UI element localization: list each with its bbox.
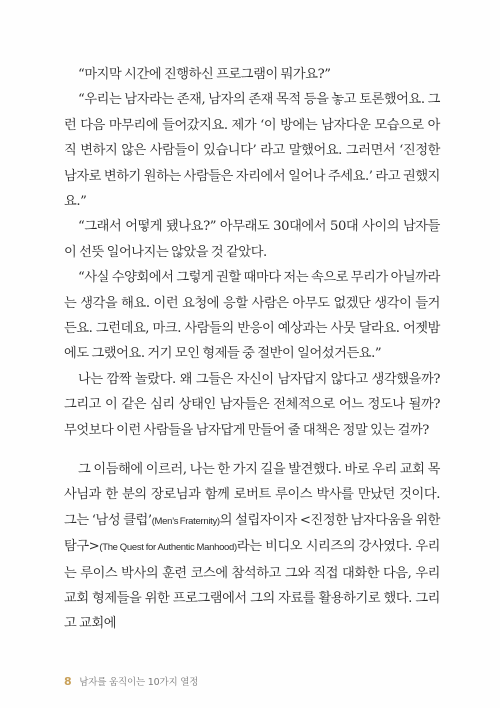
dialogue-paragraph: “마지막 시간에 진행하신 프로그램이 뭐가요?” xyxy=(78,67,331,82)
body-text-lower xyxy=(64,457,440,637)
paragraph-text: 라는 비디오 시리즈의 강사였다. 우리는 루이스 박사의 훈련 코스에 참석하고 그와 직접 대화한 다음, 우리 교회 형제들을 위한 프로그램에서 그의 자료를 활용하기로 했다. 그리고 교회에 xyxy=(64,539,440,632)
english-gloss: (Men’s Fraternity) xyxy=(151,515,220,527)
dialogue-paragraph: “사실 수양회에서 그렇게 권할 때마다 저는 속으로 무리가 아닐까라는 생각을 해요. 이런 요청에 응할 사람은 아무도 없겠단 생각이 들거든요. 그런데요, 마크. 사람들의 반응이 예상과는 사뭇 달라요. 어젯밤에도 그랬어요. 거기 모인 형제들 중 절반이 일어섰거든요.” xyxy=(64,270,440,362)
english-gloss: (The Quest for Authentic Manhood) xyxy=(99,542,237,554)
paragraph-text: 의 설립자이자 <진정한 남자다움을 위한 탐구> xyxy=(64,512,441,555)
body-text-upper xyxy=(64,62,440,443)
dialogue-paragraph: “그래서 어떻게 됐나요?” 아무래도 30대에서 50대 사이의 남자들이 선뜻 일어나지는 않았을 것 같았다. xyxy=(64,219,440,260)
page-number: 8 xyxy=(64,675,72,688)
dialogue-paragraph: “우리는 남자라는 존재, 남자의 존재 목적 등을 놓고 토론했어요. 그런 다음 마무리에 들어갔지요. 제가 ‘이 방에는 남자다운 모습으로 아직 변하지 않은 사람들이 있습니다’ 라고 말했어요. 그러면서 ‘진정한 남자로 변하기 원하는 사람들은 자리에서 일어나 주세요.’ 라고 권했지요.” xyxy=(64,92,440,210)
page-footer xyxy=(64,674,198,688)
running-title: 남자를 움직이는 10가지 열정 xyxy=(79,677,199,688)
paragraph-text: 그 이듬해에 이르러, 나는 한 가지 길을 발견했다. 바로 우리 교회 목사님과 한 분의 장로님과 함께 로버트 루이스 박사를 만났던 것이다. 그는 ‘남성 클럽’ xyxy=(64,462,440,528)
narration-paragraph: 나는 깜짝 놀랐다. 왜 그들은 자신이 남자답지 않다고 생각했을까? 그리고 이 같은 심리 상태인 남자들은 전체적으로 어느 정도나 될까? 무엇보다 이런 사람들을 남자답게 만들어 줄 대책은 정말 있는 걸까? xyxy=(64,371,440,438)
narration-paragraph xyxy=(64,457,440,637)
